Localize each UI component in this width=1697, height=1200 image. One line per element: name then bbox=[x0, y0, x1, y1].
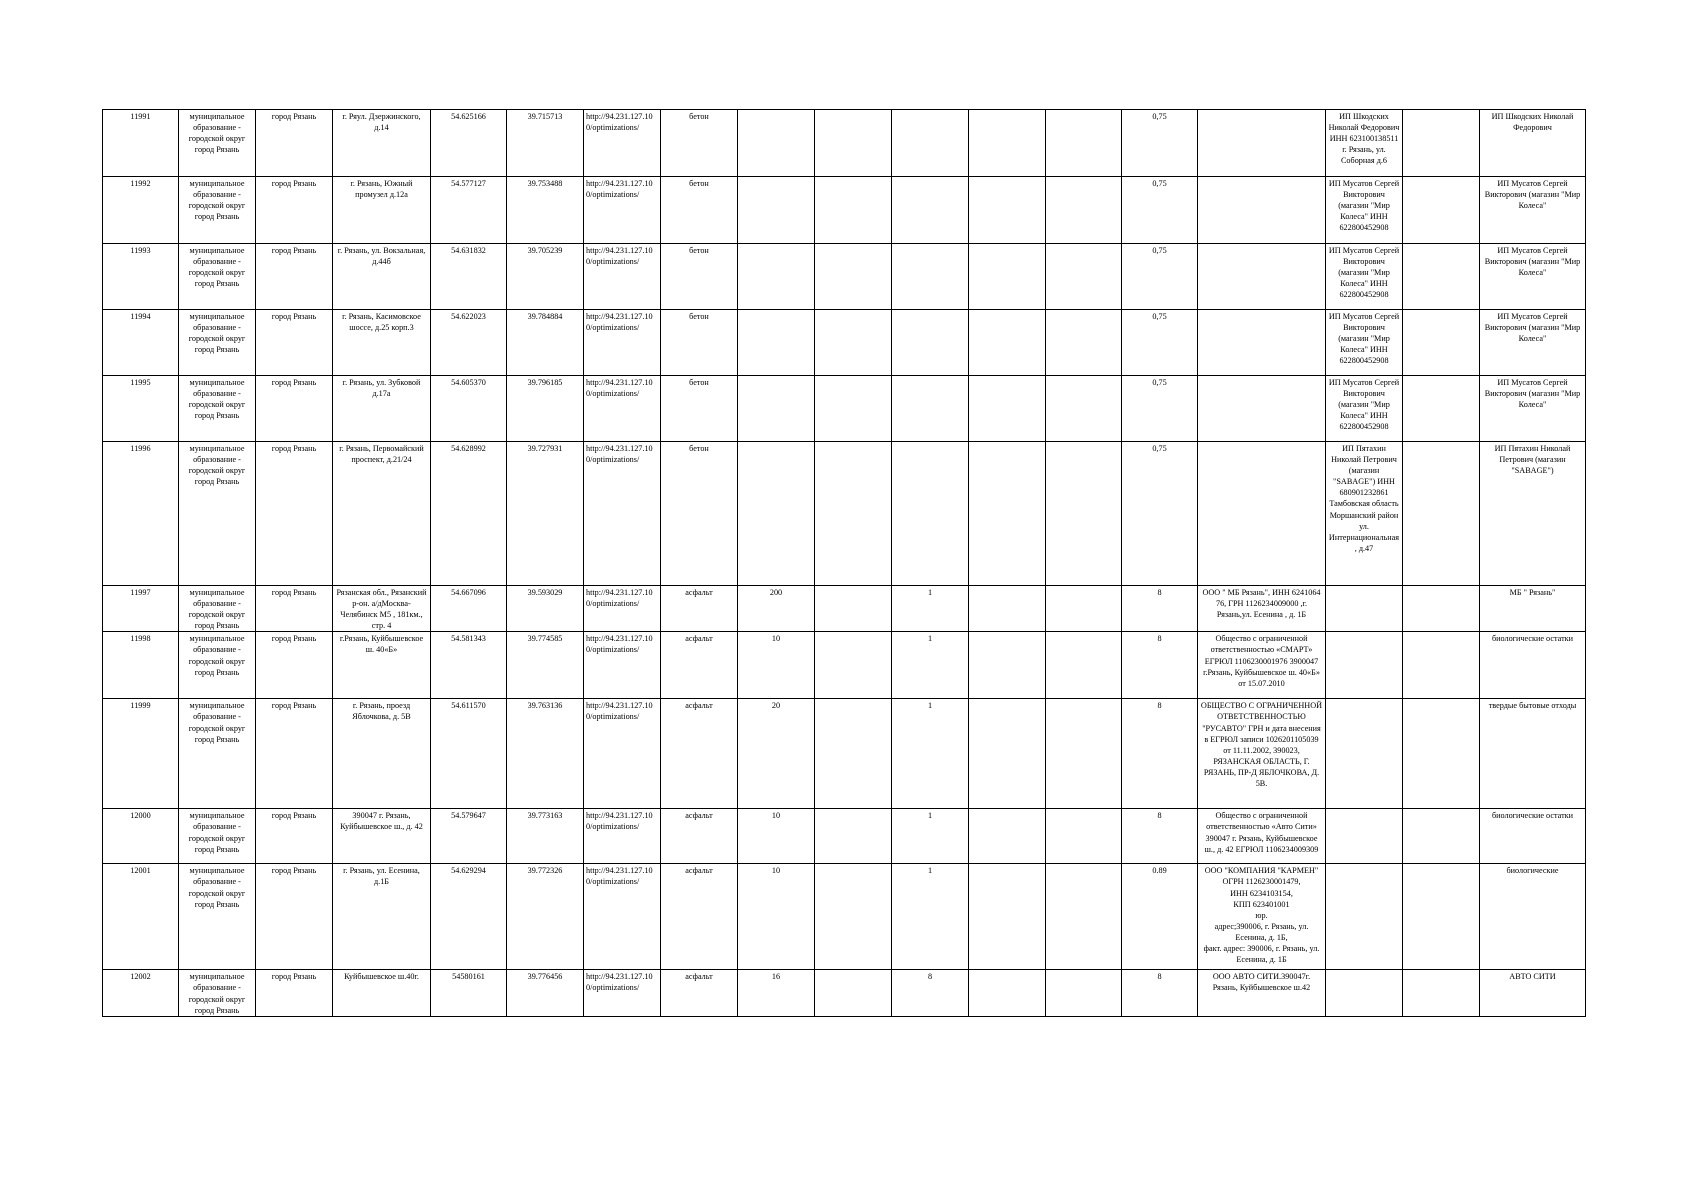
owner-cell: ИП Мусатов Сергей Викторович (магазин "Мир Колеса" ИНН 622800452908 bbox=[1326, 177, 1403, 244]
containers-cell: 1 bbox=[892, 699, 969, 809]
municipality-cell: муниципальное образование - городской округ город Рязань bbox=[179, 970, 256, 1016]
latitude-cell: 54.631832 bbox=[431, 244, 507, 310]
address-cell: 390047 г. Рязань, Куйбышевское ш., д. 42 bbox=[333, 809, 431, 864]
area-cell bbox=[738, 442, 815, 586]
address-cell: Рязанская обл., Рязанский р-он. а/дМосква- Челябинск М5 , 181км., стр. 4 bbox=[333, 586, 431, 632]
longitude-cell: 39.773163 bbox=[507, 809, 584, 864]
empty-cell bbox=[815, 809, 892, 864]
empty-cell bbox=[1403, 699, 1480, 809]
source-cell: ИП Мусатов Сергей Викторович (магазин "Мир Колеса" bbox=[1480, 376, 1586, 442]
owner-cell: ИП Мусатов Сергей Викторович (магазин "Мир Колеса" ИНН 622800452908 bbox=[1326, 244, 1403, 310]
surface-cell: асфальт bbox=[661, 970, 738, 1016]
area-cell bbox=[738, 310, 815, 376]
empty-cell bbox=[815, 442, 892, 586]
containers-cell: 1 bbox=[892, 632, 969, 699]
source-cell: ИП Мусатов Сергей Викторович (магазин "Мир Колеса" bbox=[1480, 177, 1586, 244]
longitude-cell: 39.715713 bbox=[507, 110, 584, 177]
latitude-cell: 54580161 bbox=[431, 970, 507, 1016]
url-cell: http://94.231.127.10 0/optimizations/ bbox=[584, 177, 661, 244]
record-id: 12002 bbox=[103, 970, 179, 1016]
longitude-cell: 39.784884 bbox=[507, 310, 584, 376]
table-row bbox=[103, 310, 1586, 376]
settlement-cell: город Рязань bbox=[256, 632, 333, 699]
empty-cell bbox=[969, 970, 1046, 1016]
latitude-cell: 54.579647 bbox=[431, 809, 507, 864]
empty-cell bbox=[815, 376, 892, 442]
latitude-cell: 54.629294 bbox=[431, 864, 507, 970]
record-id: 11992 bbox=[103, 177, 179, 244]
municipality-cell: муниципальное образование - городской округ город Рязань bbox=[179, 376, 256, 442]
table-row bbox=[103, 110, 1586, 177]
surface-cell: бетон bbox=[661, 177, 738, 244]
company-cell: Общество с ограниченной ответственностью «СМАРТ» ЕГРЮЛ 1106230001976 3900047 г.Рязань, Куйбышевское ш. 40«Б» от 15.07.2010 bbox=[1198, 632, 1326, 699]
url-cell: http://94.231.127.10 0/optimizations/ bbox=[584, 442, 661, 586]
longitude-cell: 39.705239 bbox=[507, 244, 584, 310]
empty-cell bbox=[1403, 586, 1480, 632]
empty-cell bbox=[1046, 970, 1122, 1016]
url-cell: http://94.231.127.10 0/optimizations/ bbox=[584, 376, 661, 442]
area-cell bbox=[738, 110, 815, 177]
empty-cell bbox=[969, 632, 1046, 699]
latitude-cell: 54.625166 bbox=[431, 110, 507, 177]
municipality-cell: муниципальное образование - городской округ город Рязань bbox=[179, 586, 256, 632]
area-cell bbox=[738, 244, 815, 310]
owner-cell bbox=[1326, 699, 1403, 809]
municipality-cell: муниципальное образование - городской округ город Рязань bbox=[179, 809, 256, 864]
empty-cell bbox=[1046, 177, 1122, 244]
url-cell: http://94.231.127.10 0/optimizations/ bbox=[584, 110, 661, 177]
empty-cell bbox=[969, 864, 1046, 970]
longitude-cell: 39.593029 bbox=[507, 586, 584, 632]
source-cell: ИП Шкодских Николай Федорович bbox=[1480, 110, 1586, 177]
surface-cell: асфальт bbox=[661, 864, 738, 970]
volume-cell: 8 bbox=[1122, 970, 1198, 1016]
area-cell: 16 bbox=[738, 970, 815, 1016]
registry-table bbox=[102, 109, 1586, 1017]
longitude-cell: 39.763136 bbox=[507, 699, 584, 809]
empty-cell bbox=[969, 310, 1046, 376]
record-id: 11999 bbox=[103, 699, 179, 809]
empty-cell bbox=[1403, 244, 1480, 310]
owner-cell bbox=[1326, 632, 1403, 699]
empty-cell bbox=[815, 110, 892, 177]
empty-cell bbox=[1046, 310, 1122, 376]
address-cell: г. Рязань, ул. Есенина, д.1Б bbox=[333, 864, 431, 970]
table-row bbox=[103, 699, 1586, 809]
latitude-cell: 54.611570 bbox=[431, 699, 507, 809]
owner-cell: ИП Шкодских Николай Федорович ИНН 623100138511 г. Рязань, ул. Соборная д.6 bbox=[1326, 110, 1403, 177]
settlement-cell: город Рязань bbox=[256, 376, 333, 442]
source-cell: биологические bbox=[1480, 864, 1586, 970]
table-row bbox=[103, 376, 1586, 442]
empty-cell bbox=[1403, 809, 1480, 864]
empty-cell bbox=[815, 310, 892, 376]
record-id: 11997 bbox=[103, 586, 179, 632]
url-cell: http://94.231.127.10 0/optimizations/ bbox=[584, 632, 661, 699]
latitude-cell: 54.622023 bbox=[431, 310, 507, 376]
record-id: 11996 bbox=[103, 442, 179, 586]
table-row bbox=[103, 586, 1586, 632]
surface-cell: бетон bbox=[661, 376, 738, 442]
municipality-cell: муниципальное образование - городской округ город Рязань bbox=[179, 310, 256, 376]
empty-cell bbox=[1046, 699, 1122, 809]
owner-cell: ИП Мусатов Сергей Викторович (магазин "Мир Колеса" ИНН 622800452908 bbox=[1326, 376, 1403, 442]
settlement-cell: город Рязань bbox=[256, 310, 333, 376]
url-cell: http://94.231.127.10 0/optimizations/ bbox=[584, 864, 661, 970]
volume-cell: 0,75 bbox=[1122, 110, 1198, 177]
latitude-cell: 54.667096 bbox=[431, 586, 507, 632]
url-cell: http://94.231.127.10 0/optimizations/ bbox=[584, 970, 661, 1016]
record-id: 12000 bbox=[103, 809, 179, 864]
address-cell: г. Рязань, Касимовское шоссе, д.25 корп.3 bbox=[333, 310, 431, 376]
volume-cell: 0.89 bbox=[1122, 864, 1198, 970]
company-cell bbox=[1198, 442, 1326, 586]
surface-cell: бетон bbox=[661, 310, 738, 376]
empty-cell bbox=[815, 244, 892, 310]
surface-cell: асфальт bbox=[661, 586, 738, 632]
owner-cell bbox=[1326, 864, 1403, 970]
record-id: 11993 bbox=[103, 244, 179, 310]
longitude-cell: 39.772326 bbox=[507, 864, 584, 970]
longitude-cell: 39.753488 bbox=[507, 177, 584, 244]
empty-cell bbox=[969, 586, 1046, 632]
latitude-cell: 54.581343 bbox=[431, 632, 507, 699]
url-cell: http://94.231.127.10 0/optimizations/ bbox=[584, 699, 661, 809]
surface-cell: асфальт bbox=[661, 809, 738, 864]
table-body bbox=[103, 110, 1586, 1017]
empty-cell bbox=[1403, 442, 1480, 586]
address-cell: г.Рязань, Куйбышевское ш. 40«Б» bbox=[333, 632, 431, 699]
company-cell: ОБЩЕСТВО С ОГРАНИЧЕННОЙ ОТВЕТСТВЕННОСТЬЮ "РУСАВТО" ГРН и дата внесения в ЕГРЮЛ записи 1026201105039 от 11.11.2002, 390023, РЯЗАНСКАЯ ОБЛАСТЬ, Г. РЯЗАНЬ, ПР-Д ЯБЛОЧКОВА, Д. 5В. bbox=[1198, 699, 1326, 809]
volume-cell: 0,75 bbox=[1122, 244, 1198, 310]
company-cell: ООО " МБ Рязань", ИНН 6241064 76, ГРН 1126234009000 ,г. Рязань,ул. Есенина , д. 1Б bbox=[1198, 586, 1326, 632]
company-cell bbox=[1198, 244, 1326, 310]
empty-cell bbox=[969, 809, 1046, 864]
longitude-cell: 39.776456 bbox=[507, 970, 584, 1016]
municipality-cell: муниципальное образование - городской округ город Рязань bbox=[179, 699, 256, 809]
settlement-cell: город Рязань bbox=[256, 699, 333, 809]
municipality-cell: муниципальное образование - городской округ город Рязань bbox=[179, 632, 256, 699]
url-cell: http://94.231.127.10 0/optimizations/ bbox=[584, 310, 661, 376]
empty-cell bbox=[1403, 632, 1480, 699]
source-cell: ИП Пятахин Николай Петрович (магазин "SABAGE") bbox=[1480, 442, 1586, 586]
municipality-cell: муниципальное образование - городской округ город Рязань bbox=[179, 177, 256, 244]
url-cell: http://94.231.127.10 0/optimizations/ bbox=[584, 244, 661, 310]
source-cell: АВТО СИТИ bbox=[1480, 970, 1586, 1016]
containers-cell: 1 bbox=[892, 809, 969, 864]
containers-cell bbox=[892, 376, 969, 442]
area-cell: 20 bbox=[738, 699, 815, 809]
empty-cell bbox=[969, 244, 1046, 310]
empty-cell bbox=[1403, 177, 1480, 244]
municipality-cell: муниципальное образование - городской округ город Рязань bbox=[179, 110, 256, 177]
area-cell: 10 bbox=[738, 864, 815, 970]
settlement-cell: город Рязань bbox=[256, 177, 333, 244]
empty-cell bbox=[969, 177, 1046, 244]
address-cell: г. Рязань, Южный промузел д.12а bbox=[333, 177, 431, 244]
area-cell bbox=[738, 177, 815, 244]
record-id: 12001 bbox=[103, 864, 179, 970]
address-cell: г. Рязань, проезд Яблочкова, д. 5В bbox=[333, 699, 431, 809]
empty-cell bbox=[1403, 310, 1480, 376]
company-cell: ООО АВТО СИТИ.390047г. Рязань, Куйбышевское ш.42 bbox=[1198, 970, 1326, 1016]
latitude-cell: 54.605370 bbox=[431, 376, 507, 442]
source-cell: биологические остатки bbox=[1480, 809, 1586, 864]
longitude-cell: 39.796185 bbox=[507, 376, 584, 442]
record-id: 11995 bbox=[103, 376, 179, 442]
address-cell: г. Рязань, ул. Зубковой д.17а bbox=[333, 376, 431, 442]
volume-cell: 0,75 bbox=[1122, 376, 1198, 442]
empty-cell bbox=[1403, 970, 1480, 1016]
containers-cell bbox=[892, 110, 969, 177]
area-cell bbox=[738, 376, 815, 442]
settlement-cell: город Рязань bbox=[256, 586, 333, 632]
source-cell: ИП Мусатов Сергей Викторович (магазин "Мир Колеса" bbox=[1480, 244, 1586, 310]
empty-cell bbox=[969, 442, 1046, 586]
surface-cell: асфальт bbox=[661, 699, 738, 809]
empty-cell bbox=[815, 177, 892, 244]
empty-cell bbox=[815, 699, 892, 809]
empty-cell bbox=[815, 632, 892, 699]
surface-cell: бетон bbox=[661, 244, 738, 310]
empty-cell bbox=[969, 110, 1046, 177]
longitude-cell: 39.774585 bbox=[507, 632, 584, 699]
containers-cell: 1 bbox=[892, 586, 969, 632]
volume-cell: 0,75 bbox=[1122, 310, 1198, 376]
area-cell: 10 bbox=[738, 809, 815, 864]
record-id: 11991 bbox=[103, 110, 179, 177]
containers-cell: 8 bbox=[892, 970, 969, 1016]
empty-cell bbox=[1046, 586, 1122, 632]
containers-cell: 1 bbox=[892, 864, 969, 970]
volume-cell: 0,75 bbox=[1122, 442, 1198, 586]
empty-cell bbox=[1046, 110, 1122, 177]
address-cell: г. Рязань, Первомайский проспект, д.21/24 bbox=[333, 442, 431, 586]
volume-cell: 8 bbox=[1122, 586, 1198, 632]
empty-cell bbox=[815, 864, 892, 970]
empty-cell bbox=[815, 970, 892, 1016]
company-cell bbox=[1198, 110, 1326, 177]
url-cell: http://94.231.127.10 0/optimizations/ bbox=[584, 809, 661, 864]
company-cell bbox=[1198, 177, 1326, 244]
settlement-cell: город Рязань bbox=[256, 809, 333, 864]
empty-cell bbox=[1046, 864, 1122, 970]
empty-cell bbox=[969, 699, 1046, 809]
owner-cell: ИП Пятахин Николай Петрович (магазин "SABAGE") ИНН 680901232861 Тамбовская область Моршанский район ул. Интернациональная, д.47 bbox=[1326, 442, 1403, 586]
containers-cell bbox=[892, 310, 969, 376]
company-cell bbox=[1198, 310, 1326, 376]
empty-cell bbox=[1046, 442, 1122, 586]
surface-cell: бетон bbox=[661, 442, 738, 586]
settlement-cell: город Рязань bbox=[256, 864, 333, 970]
company-cell: Общество с ограниченной ответственностью «Авто Сити» 390047 г. Рязань, Куйбышевское ш., д. 42 ЕГРЮЛ 1106234009309 bbox=[1198, 809, 1326, 864]
empty-cell bbox=[1403, 864, 1480, 970]
containers-cell bbox=[892, 244, 969, 310]
surface-cell: асфальт bbox=[661, 632, 738, 699]
volume-cell: 8 bbox=[1122, 809, 1198, 864]
table-row bbox=[103, 809, 1586, 864]
url-cell: http://94.231.127.10 0/optimizations/ bbox=[584, 586, 661, 632]
containers-cell bbox=[892, 177, 969, 244]
containers-cell bbox=[892, 442, 969, 586]
source-cell: твердые бытовые отходы bbox=[1480, 699, 1586, 809]
owner-cell bbox=[1326, 970, 1403, 1016]
area-cell: 10 bbox=[738, 632, 815, 699]
latitude-cell: 54.577127 bbox=[431, 177, 507, 244]
empty-cell bbox=[815, 586, 892, 632]
source-cell: МБ " Рязань" bbox=[1480, 586, 1586, 632]
table-row bbox=[103, 864, 1586, 970]
municipality-cell: муниципальное образование - городской округ город Рязань bbox=[179, 864, 256, 970]
latitude-cell: 54.628992 bbox=[431, 442, 507, 586]
source-cell: ИП Мусатов Сергей Викторович (магазин "Мир Колеса" bbox=[1480, 310, 1586, 376]
address-cell: г. Рязань, ул. Вокзальная, д.44б bbox=[333, 244, 431, 310]
source-cell: биологические остатки bbox=[1480, 632, 1586, 699]
record-id: 11998 bbox=[103, 632, 179, 699]
settlement-cell: город Рязань bbox=[256, 244, 333, 310]
company-cell: ООО "КОМПАНИЯ "КАРМЕН" ОГРН 1126230001479, ИНН 6234103154, КПП 623401001 юр. адрес;390006, г. Рязань, ул. Есенина, д. 1Б, факт. адрес: 390006, г. Рязань, ул. Есенина, д. 1Б bbox=[1198, 864, 1326, 970]
empty-cell bbox=[1046, 632, 1122, 699]
empty-cell bbox=[1403, 376, 1480, 442]
table-row bbox=[103, 177, 1586, 244]
volume-cell: 0,75 bbox=[1122, 177, 1198, 244]
settlement-cell: город Рязань bbox=[256, 110, 333, 177]
owner-cell: ИП Мусатов Сергей Викторович (магазин "Мир Колеса" ИНН 622800452908 bbox=[1326, 310, 1403, 376]
record-id: 11994 bbox=[103, 310, 179, 376]
municipality-cell: муниципальное образование - городской округ город Рязань bbox=[179, 244, 256, 310]
surface-cell: бетон bbox=[661, 110, 738, 177]
settlement-cell: город Рязань bbox=[256, 970, 333, 1016]
table-row bbox=[103, 970, 1586, 1016]
address-cell: г. Ряул. Дзержинского, д.14 bbox=[333, 110, 431, 177]
empty-cell bbox=[1046, 809, 1122, 864]
company-cell bbox=[1198, 376, 1326, 442]
table-row bbox=[103, 632, 1586, 699]
owner-cell bbox=[1326, 586, 1403, 632]
settlement-cell: город Рязань bbox=[256, 442, 333, 586]
area-cell: 200 bbox=[738, 586, 815, 632]
empty-cell bbox=[1403, 110, 1480, 177]
volume-cell: 8 bbox=[1122, 632, 1198, 699]
volume-cell: 8 bbox=[1122, 699, 1198, 809]
longitude-cell: 39.727931 bbox=[507, 442, 584, 586]
table-row bbox=[103, 244, 1586, 310]
empty-cell bbox=[969, 376, 1046, 442]
owner-cell bbox=[1326, 809, 1403, 864]
municipality-cell: муниципальное образование - городской округ город Рязань bbox=[179, 442, 256, 586]
empty-cell bbox=[1046, 244, 1122, 310]
table-row bbox=[103, 442, 1586, 586]
address-cell: Куйбышевское ш.40г. bbox=[333, 970, 431, 1016]
empty-cell bbox=[1046, 376, 1122, 442]
